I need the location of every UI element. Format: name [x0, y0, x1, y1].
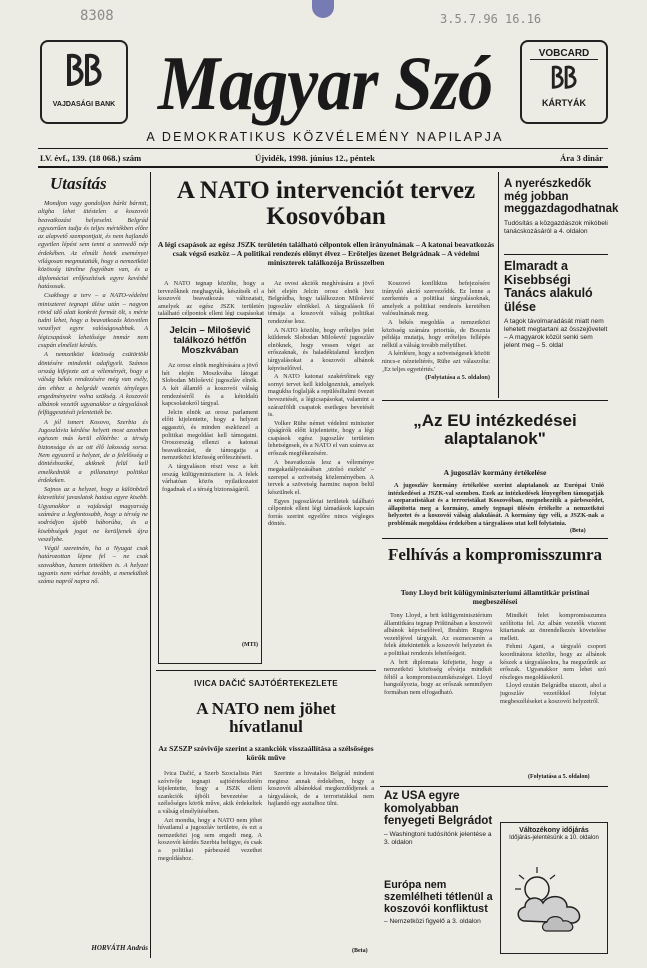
main-headline: A NATO intervenciót tervez Kosovóban — [176, 177, 476, 231]
usa-teaser — [384, 790, 494, 847]
nyereszkedok-teaser — [504, 178, 619, 236]
weather-sun-cloud-icon — [507, 859, 601, 939]
right-column-rule — [498, 172, 499, 398]
felhivas-col2 — [500, 612, 606, 772]
editorial-paragraph: Sajnos az a helyzet, hogy a különböző közvetítési javaslatok hatása egyre kisebb. Ugyanakkor a vajdasági magyarság számára a legfontosabb, hogy a térség ne sodródjon újabb háborúba, és a kisebbségek jogai ne kerüljenek újra veszélybe. — [38, 486, 148, 543]
main-body-col3 — [382, 280, 490, 395]
eu-headline: „Az EU intézkedései alaptalanok" — [413, 411, 577, 448]
main-body-col2 — [268, 280, 374, 664]
jelcin-paragraph: Jelcin elnök az orosz parlament előtt kijelentette, hogy a helyzet aggasztó, és minden eszközzel a politikai megoldást kell támogatni. Oroszország ellenzi a katonai beavatkozást, de támogatja a nemzetközi közösség erőfeszítéseit. — [162, 408, 258, 462]
main-paragraph: A NATO tegnap közölte, hogy a tervezőknek meghagyták, készítsék el a koszovói beavatkozás változatait, amelyek az egész JSZK területén található célpontok elleni légi csapásokat — [158, 280, 264, 316]
felhivas-paragraph: Fehmi Agani, a tárgyaló csoport koordinátora közölte, hogy az albánok készek a tárgyalásokra, ha megszűnik az erőszak. Ugyanakkor nem lehet szó részleges megoldásokról. — [500, 643, 606, 681]
jelcin-paragraph: A tárgyaláson részt vesz a két ország külügyminisztere is. A felek várhatóan közös nyilatkozatot fogadnak el a térség biztonságáról. — [162, 462, 258, 493]
editorial-column — [38, 172, 148, 958]
dacic-top-rule — [156, 670, 376, 671]
issue-date: Újvidék, 1998. június 12., péntek — [255, 153, 375, 163]
eu-paragraph: A jugoszláv kormány értékelése szerint alaptalanok az Európai Unió intézkedései a JSZK-val szemben. Ezek az intézkedések lényegében támogatják a szeparatistákat és a terroristákat Koszovóban, megnehezítik a párbeszédet, állapította meg a kormány, amely tegnapi ülésén értékelte a nemzetközi helyzetet és a koszovói válság alakulását. A kormány úgy véli, a JSZK-nak a problémák megoldása érdekében a tárgyalásos utat kell folytatnia. — [388, 482, 604, 527]
main-paragraph: Egyes jugoszláviai területek található célpontok elleni légi támadások kapcsán forrás szerint egyelőre nincs végleges döntés. — [268, 497, 374, 528]
eu-source: (Beta) — [570, 528, 586, 534]
europa-sub: – Nemzetközi figyelő a 3. oldalon — [384, 918, 481, 926]
editorial-paragraph: Csakhogy a terv – a NATO-védelmi miniszterei tegnapi ülése után – nagyon rövid idő alatt konkrét formát ölt, s mérte tudni lehet, hogy a beavatkozás közvetlen veszélyei egyre valóságosabbak. A légicsapások lehetősége immár nem csupán elméleti kérdés. — [38, 292, 148, 350]
eu-top-rule — [382, 400, 608, 401]
weather-sub: Időjárás-jelentésünk a 10. oldalon — [509, 835, 599, 841]
kartyak-label: KÁRTYÁK — [542, 98, 586, 108]
jelcin-source: (MTI) — [242, 642, 258, 649]
main-paragraph: A NATO katonai szakértőinek egy sornyi tervet kell kidolgozniuk, amelyek magukba foglalják a repülésiltalmi övezet bevezetését, a légicsapásokat, valamint a szárazföldi csapatok esetleges bevetését is. — [268, 373, 374, 419]
teaser-divider — [504, 254, 608, 255]
dacic-paragraph: Azt mondta, hogy a NATO nem jöhet hívatlanul a jugoszláv területre, és ezt a nemzetközi jog sem engedi meg. A koszovói kérdés Szerbia belügye, és csak a politikai párbeszéd vezethet megoldáshoz. — [158, 816, 262, 862]
main-body-col1 — [158, 280, 264, 316]
kisebbsegi-sub: A tagok távolmaradását miatt nem lehetett megtartani az összejövetelt – A magyarok közül senki sem jelent meg – 5. oldal — [504, 318, 608, 349]
felhivas-continuation: (Folytatása a 5. oldalon) — [528, 774, 590, 780]
jelcin-body — [162, 362, 258, 642]
europa-headline: Európa nem szemlélheti tétlenül a koszovói konfliktust — [384, 879, 493, 915]
dacic-col1 — [158, 770, 262, 956]
archive-stamp: 8308 — [80, 8, 114, 24]
tagline: A DEMOKRATIKUS KÖZVÉLEMÉNY NAPILAPJA — [146, 130, 504, 144]
felhivas-paragraph: Lloyd ezután Belgrádba utazott, ahol a jugoszláv vezetőkkel folytat megbeszéléseket a koszovói helyzetről. — [500, 682, 606, 705]
editorial-title: Utasítás — [50, 174, 107, 193]
main-paragraph: Az ovosi akciók meghívására a jövő hét elején Jelcin orosz elnök hoz Belgrádba, hogy találkozzon Milošević jugoszláv elnökkel. A tárgyalások fő témája a koszovói válság politikai rendezése lesz. — [268, 280, 374, 325]
dacic-source: (Beta) — [352, 948, 368, 954]
eu-deck: A jugoszláv kormány értékelése — [443, 468, 547, 477]
felhivas-top-rule — [382, 538, 608, 539]
main-paragraph: A beavatkozás lesz a véleménye megakadályozásában ‚utolsó eszköz' – szerepel a szövetség közleményében. A tervek a szövetség harminc napon belül készülnek el. — [268, 458, 374, 497]
usa-headline: Az USA egyre komolyabban fenyegeti Belgrádot — [384, 789, 493, 827]
nyereszkedok-headline: A nyerészkedők még jobban meggazdagodhatnak — [504, 178, 619, 215]
bank-emblem-icon — [59, 50, 109, 92]
bank-name: VAJDASÁGI BANK — [52, 101, 116, 108]
eu-body — [388, 482, 604, 528]
vajdasagi-bank-logo — [40, 40, 128, 124]
date-stamp: 3.5.7.96 16.16 — [440, 12, 542, 26]
jelcin-headline: Jelcin – Milošević találkozó hétfőn Moszkvában — [169, 325, 251, 357]
teasers-top-rule — [380, 786, 608, 787]
vobcard-logo — [520, 40, 608, 124]
felhivas-deck: Tony Lloyd brit külügyminiszteriumi államtitkár pristinai megbeszélései — [400, 588, 590, 606]
felhivas-paragraph: Tony Lloyd, a brit külügyminisztérium államtitkára tegnap Prištinában a koszovói albánok képviselőivel, Ibrahim Rugova vezetőjével tárgyalt. Az eszmecserén a felek áttekintették a koszovói helyzetet és a politikai rendezés lehetőségeit. — [384, 612, 492, 657]
editorial-paragraph: A jól ismert Kosovo, Szerbia és Jugoszlávia kérdése helyett most azonban egészen más kerül előtérbe: a térség biztonsága és az ott élő lakosság sorsa. Nem egyszerű a helyzet, de a felelősség a döntéshozóké, akiknek felül kell emelkedniük a pillanatnyi politikai érdekeken. — [38, 418, 148, 484]
issue-number: LV. évf., 139. (18 068.) szám — [40, 153, 142, 163]
dacic-headline: A NATO nem jöhet hívatlanul — [196, 699, 336, 736]
europa-teaser — [384, 880, 494, 926]
weather-title: Változékony időjárás — [519, 827, 589, 834]
dacic-paragraph: Ivica Dačić, a Szerb Szocialista Párt szóvivője tegnapi sajtóértekezletén kijelentette, hogy a JSZK elleni szankciók újbóli bevezetése a szélsőséges körök műve, akik érdekeltek a válság elmélyítésében. — [158, 770, 262, 815]
masthead-rule — [38, 148, 608, 149]
dacic-deck: Az SZSZP szóvivője szerint a szankciók visszaállítása a szélsőséges körök műve — [158, 744, 374, 762]
main-paragraph: Koszovó konfliktus befejezésére irányuló akció szerveződik. Ez lenne a szerkentés a politikai tárgyalásoknak, amelyek a politikai rendezés keretében valósulnának meg. — [382, 280, 490, 318]
column-rule — [150, 172, 151, 958]
kisebbsegi-teaser — [504, 260, 608, 350]
jelcin-box — [158, 318, 262, 664]
dateline-rule — [38, 166, 608, 168]
main-paragraph: A békés megoldás a nemzetközi közösség számára prioritás, de Bosznia példája mutatja, hogy erőteljes fellépés nélkül a válság tovább mélyülhet. — [382, 318, 490, 349]
editorial-body — [38, 200, 148, 940]
kisebbsegi-headline: Elmaradt a Kisebbségi Tanács alakuló ülése — [504, 259, 593, 314]
main-paragraph: A kérdésre, hogy a szövetségesek között nincs-e nézeteltérés, Rühe azt válaszolta: ‚Ez teljes egyetértés.' — [382, 350, 490, 373]
usa-sub: – Washingtoni tudósítónk jelentése a 3. oldalon — [384, 830, 492, 846]
vobcard-label: VOBCARD — [530, 48, 598, 60]
editorial-author: HORVÁTH András — [91, 944, 148, 952]
main-paragraph: Volker Rühe német védelmi miniszter újságírók előtt kijelentette, hogy a légi csapások egész jugoszláv területen lehetségesek, és a NATO el van szánva az erőszak megfékezésére. — [268, 419, 374, 458]
editorial-paragraph: A nemzetközi közösség csütörtöki döntésére mindenki odafigyelt. Számos ország kifejezte azt a véleményét, hogy a válság békés rendezésére még van esély, ám ehhez a belgrádi vezetés tényleges engedményeire volna szükség. A koszovói albánok vezetői ugyanakkor a tárgyalások felfüggesztését jelentették be. — [38, 351, 148, 417]
dacic-kicker: IVICA DAČIĆ SAJTÓÉRTEKEZLETE — [194, 679, 338, 688]
issue-price: Ára 3 dinár — [560, 153, 603, 163]
felhivas-paragraph: A brit diplomata kifejtette, hogy a nemzetközi közösség elvárja mindkét féltől a kompromisszumkészséget. Lloyd hangsúlyozta, hogy az erőszak semmilyen formában nem elfogadható. — [384, 658, 492, 696]
main-continuation: (Folytatása a 5. oldalon) — [425, 374, 490, 382]
card-emblem-icon — [544, 63, 584, 93]
ink-stamp-icon — [312, 0, 334, 18]
weather-box — [500, 822, 608, 954]
nyereszkedok-sub: Tudósítás a közgazdászok mikóbeli tanácskozásáról a 4. oldalon — [504, 219, 608, 235]
felhivas-paragraph: Mindkét felet kompromisszumra szólította fel. Az albán vezetők viszont kitartanak az önrendelkezés követelése mellett. — [500, 612, 606, 642]
newspaper-title: Magyar Szó — [157, 42, 493, 127]
dacic-paragraph: Szerinte a hivatalos Belgrád mindent megtesz annak érdekében, hogy a koszovói albánokkal megkezdődjenek a tárgyalások, de a terroristákkal nem hajlandó egy asztalhoz ülni. — [268, 770, 374, 808]
editorial-paragraph: Végül szeretném, ha a Nyugat csak határozottan lépne fel – ne csak szavakban, hanem tettekben is. A helyzet ugyanis nem várhat tovább, a menekültek száma napról napra nő. — [38, 545, 148, 586]
jelcin-paragraph: Az orosz elnök meghívására a jövő hét elején Moszkvába látogat Slobodan Milošević jugoszláv elnök. A két államfő a koszovói válság rendezéséről és a kétoldalú kapcsolatokról tárgyal. — [162, 362, 258, 408]
dacic-col2 — [268, 770, 374, 948]
editorial-paragraph: Mondjon vagy gondoljon bárki bármit, aligha lehet ütéstelen a koszovói beavatkozást helyeselni. Belgrád egyszerűen tudja és teljes mértékben előre az alapvető szempontjait, és nem hajlandó egyetlen lépést sem tenni a szenvedő nép érdekében. Az elmúlt hetek eseményei világosan megmutatták, hogy a nemzetközi közösség türelme fogyóban van, és a diplomáciai erőfeszítések egyre kevésbé hatásosak. — [38, 200, 148, 290]
felhivas-headline: Felhívás a kompromisszumra — [387, 545, 603, 564]
main-paragraph: A NATO közölte, hogy erőteljes jelet küldenek Slobodan Milošević jugoszláv elnöknek, hogy vessen véget az erőszaknak, és haladéktalanul kezdjen tárgyalásokat a koszovói albánok képviselőivel. — [268, 326, 374, 372]
felhivas-col1 — [384, 612, 492, 782]
main-deck: A légi csapások az egész JSZK területén található célpontok ellen irányulnának – A katonai beavatkozás csak végső eszköz – A politikai rendezés előnyt élvez – Erőteljes üzenet Belgrádnak – A védelmi miniszterek találkozója Brüsszelben — [157, 240, 495, 267]
